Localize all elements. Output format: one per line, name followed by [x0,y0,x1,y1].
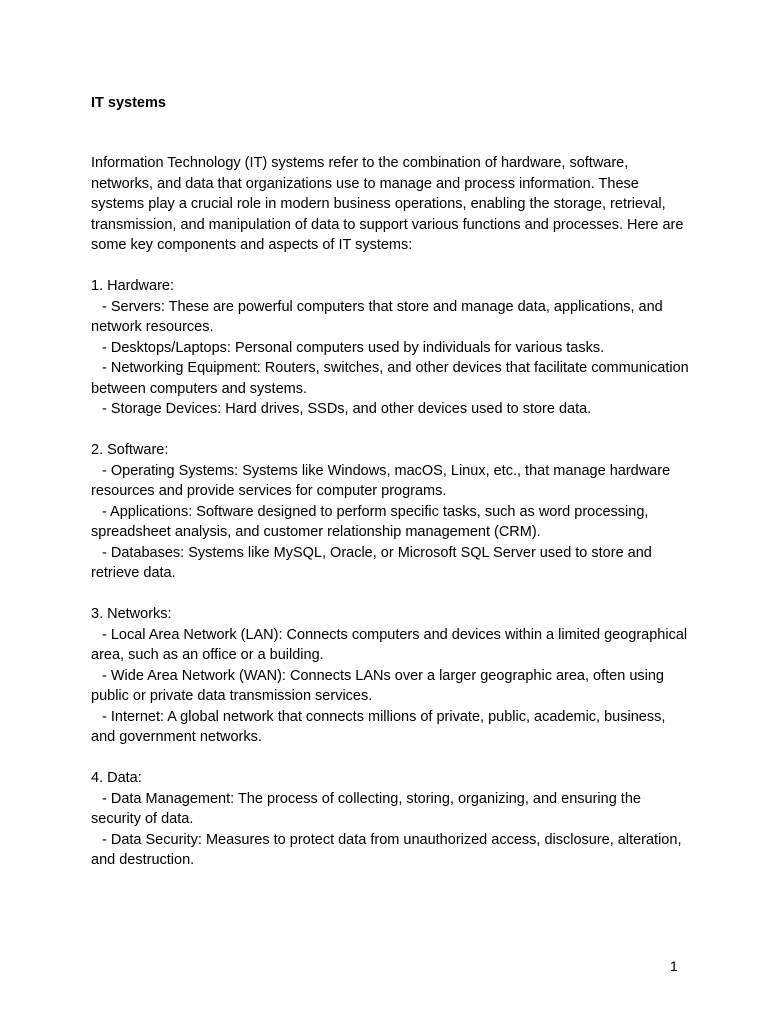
list-item-text: - Operating Systems: Systems like Windows, macOS, Linux, etc., that manage hardware resources and provide services for computer programs. [91,462,671,499]
list-item-text: - Wide Area Network (WAN): Connects LANs over a larger geographic area, often using public or private data transmission services. [91,667,664,704]
list-item [91,358,691,399]
list-item [91,461,691,502]
list-item-text: - Desktops/Laptops: Personal computers used by individuals for various tasks. [102,339,605,356]
page-number: 1 [670,958,678,974]
list-item [91,399,691,420]
section-heading: 4. Data: [91,770,142,786]
list-item [91,543,691,584]
list-item [91,297,691,338]
list-item [91,502,691,543]
list-item [91,789,691,830]
section-hardware [91,276,691,420]
list-item [91,707,691,748]
section-data [91,768,691,871]
list-item [91,338,691,359]
list-item-text: - Databases: Systems like MySQL, Oracle, or Microsoft SQL Server used to store and retrieve data. [91,544,652,581]
list-item-text: - Applications: Software designed to perform specific tasks, such as word processing, spreadsheet analysis, and customer relationship management (CRM). [91,503,649,540]
section-heading: 3. Networks: [91,606,172,622]
section-heading: 2. Software: [91,442,169,458]
list-item [91,830,691,871]
section-networks [91,604,691,748]
list-item-text: - Servers: These are powerful computers that store and manage data, applications, and network resources. [91,298,663,335]
section-heading: 1. Hardware: [91,278,175,294]
list-item-text: - Internet: A global network that connects millions of private, public, academic, business, and government networks. [91,708,666,745]
intro-paragraph: Information Technology (IT) systems refer to the combination of hardware, software, networks, and data that organizations use to manage and process information. These systems play a crucial role in modern business operations, enabling the storage, retrieval, transmission, and manipulation of data to support various functions and processes. Here are some key components and aspects of IT systems: [91,155,684,253]
list-item [91,625,691,666]
list-item-text: - Networking Equipment: Routers, switches, and other devices that facilitate communication between computers and systems. [91,360,689,397]
list-item-text: - Storage Devices: Hard drives, SSDs, and other devices used to store data. [102,401,592,417]
list-item [91,666,691,707]
list-item-text: - Data Management: The process of collecting, storing, organizing, and ensuring the security of data. [91,790,641,827]
document-body [91,153,691,871]
document-title: IT systems [91,95,166,111]
list-item-text: - Local Area Network (LAN): Connects computers and devices within a limited geographical area, such as an office or a building. [91,626,688,663]
list-item-text: - Data Security: Measures to protect data from unauthorized access, disclosure, alteration, and destruction. [91,831,682,868]
section-software [91,440,691,584]
